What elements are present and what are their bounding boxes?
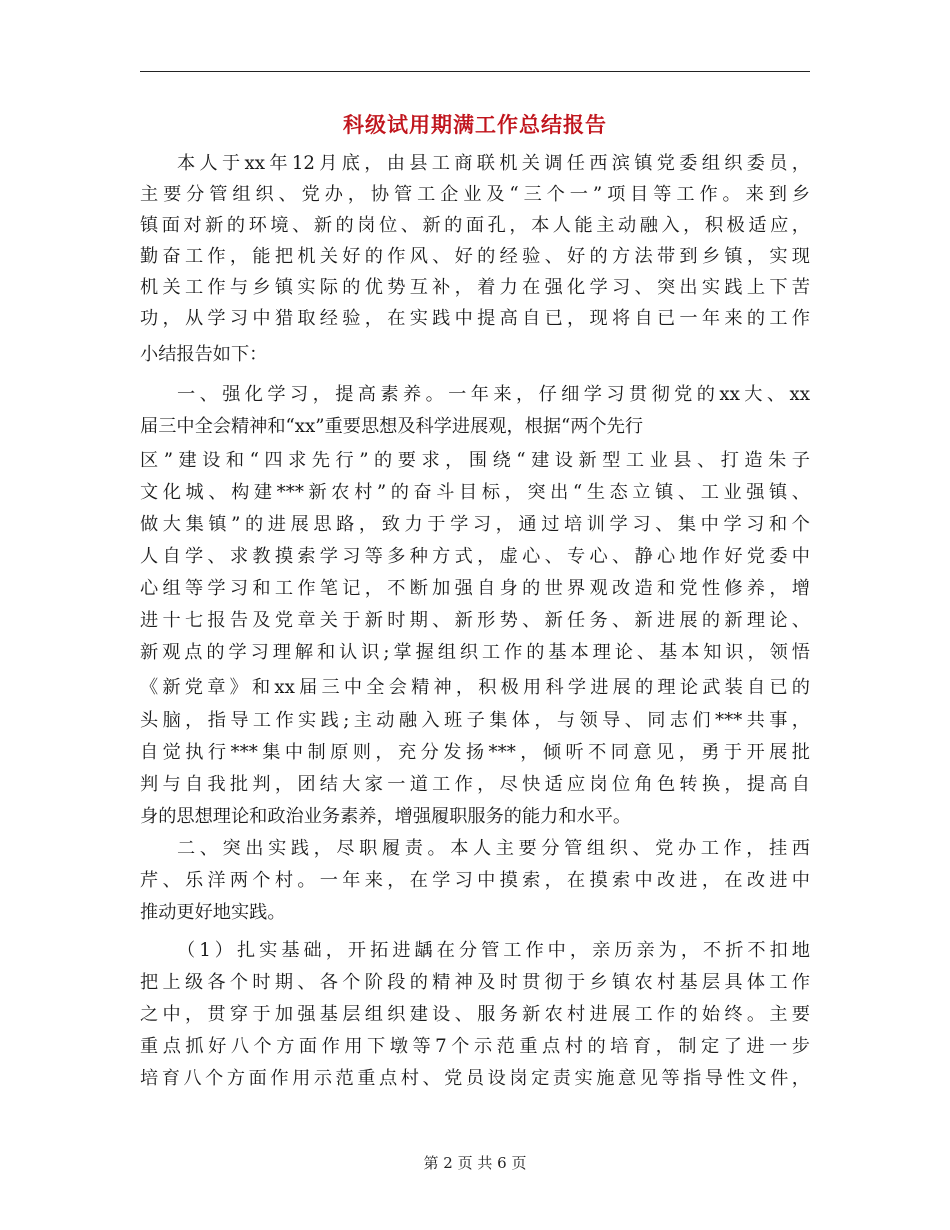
paragraph-line: 一、强化学习，提高素养。一年来，仔细学习贯彻党的xx大、xx [177,384,810,405]
paragraph-line: 区”建设和“四求先行”的要求，围绕“建设新型工业县、打造朱子 [140,450,810,471]
paragraph-line: 新观点的学习理解和认识;掌握组织工作的基本理论、基本知识，领悟 [140,642,810,663]
paragraph-line: 心组等学习和工作笔记，不断加强自身的世界观改造和党性修养，增 [140,578,810,599]
paragraph-line: （1）扎实基础，开拓进龋在分管工作中，亲历亲为，不折不扣地 [177,940,810,961]
paragraph-line: 人自学、求教摸索学习等多种方式，虚心、专心、静心地作好党委中 [140,546,810,567]
paragraph-line: 把上级各个时期、各个阶段的精神及时贯彻于乡镇农村基层具体工作 [140,972,810,993]
paragraph-line: 头脑，指导工作实践;主动融入班子集体，与领导、同志们***共事， [140,710,810,731]
paragraph-line: 进十七报告及党章关于新时期、新形势、新任务、新进展的新理论、 [140,610,810,631]
paragraph-line: 届三中全会精神和“xx”重要思想及科学进展观，根据“两个先行 [140,416,644,437]
paragraph-line: 镇面对新的环境、新的岗位、新的面孔，本人能主动融入，积极适应， [140,215,810,236]
paragraph-line: 勤奋工作，能把机关好的作风、好的经验、好的方法带到乡镇，实现 [140,246,810,267]
paragraph-line: 之中，贯穿于加强基层组织建设、服务新农村进展工作的始终。主要 [140,1004,810,1025]
header-rule [140,71,810,72]
page-number: 第 2 页 共 6 页 [423,1154,527,1172]
paragraph-line: 二、突出实践，尽职履责。本人主要分管组织、党办工作，挂西 [177,838,810,859]
paragraph-line: 培育八个方面作用示范重点村、党员设岗定责实施意见等指导性文件， [140,1068,810,1089]
paragraph-line: 《新党章》和xx届三中全会精神，积极用科学进展的理论武装自已的 [140,677,810,698]
paragraph-line: 推动更好地实践。 [140,902,286,923]
paragraph-line: 小结报告如下： [140,344,268,365]
paragraph-line: 重点抓好八个方面作用下墩等7个示范重点村的培育，制定了进一步 [140,1036,810,1057]
paragraph-line: 功，从学习中猎取经验，在实践中提高自已，现将自已一年来的工作 [140,308,810,329]
paragraph-line: 做大集镇”的进展思路，致力于学习，通过培训学习、集中学习和个 [140,514,810,535]
paragraph-line: 主要分管组织、党办，协管工企业及“三个一”项目等工作。来到乡 [140,184,810,205]
document-title: 科级试用期满工作总结报告 [343,112,607,137]
paragraph-line: 本人于xx年12月底，由县工商联机关调任西滨镇党委组织委员， [177,153,810,174]
paragraph-line: 判与自我批判，团结大家一道工作，尽快适应岗位角色转换，提高自 [140,774,810,795]
paragraph-line: 机关工作与乡镇实际的优势互补，着力在强化学习、突出实践上下苦 [140,277,810,298]
paragraph-line: 芹、乐洋两个村。一年来，在学习中摸索，在摸索中改进，在改进中 [140,870,810,891]
paragraph-line: 自觉执行***集中制原则，充分发扬***，倾听不同意见，勇于开展批 [140,742,810,763]
paragraph-line: 身的思想理论和政治业务素养，增强履职服务的能力和水平。 [140,806,632,827]
paragraph-line: 文化城、构建***新农村”的奋斗目标，突出“生态立镇、工业强镇、 [140,482,810,503]
